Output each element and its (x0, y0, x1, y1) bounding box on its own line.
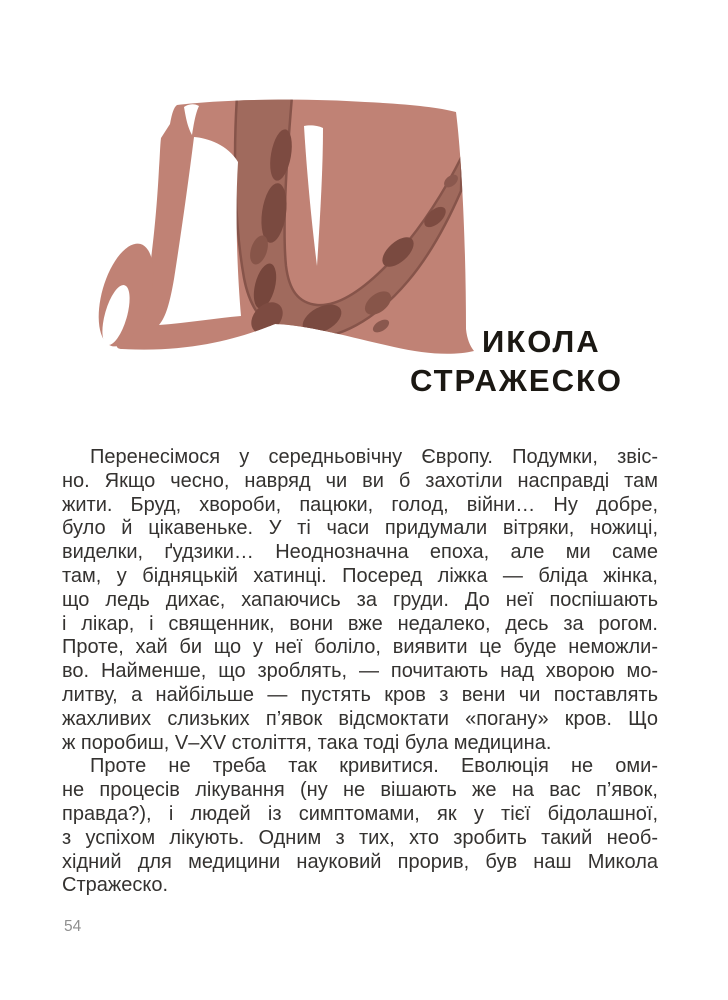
body-line: Стражеско. (62, 874, 169, 897)
body-line: Проте не треба так кривитися. Еволюція не оми- (90, 755, 658, 778)
paragraph (62, 755, 658, 898)
body-line: во. Найменше, що зроблять, — почитають над хворою мо- (62, 660, 658, 683)
body-line: Проте, хай би що у неї боліло, виявити це буде неможли- (62, 636, 658, 659)
body-line: литву, а найбільше — пустять кров з вени чи поставлять (62, 683, 658, 706)
body-line: Перенесімося у середньовічну Європу. Подумки, звіс- (90, 446, 658, 468)
body-line: но. Якщо чесно, навряд чи ви б захотіли насправді там (62, 469, 658, 492)
body-line: жахливих слизьких п’явок відсмоктати «погану» кров. Що (62, 707, 658, 730)
body-line: виделки, ґудзики… Неоднозначна епоха, але ми саме (62, 541, 658, 564)
body-line: жити. Бруд, хвороби, пацюки, голод, війни… Ну добре, (62, 493, 658, 516)
body-line: не процесів лікування (ну не вішають же на вас п’явок, (62, 779, 658, 802)
page-number: 54 (64, 918, 82, 935)
body-text (62, 446, 658, 898)
body-line: з успіхом лікують. Одним з тих, хто зробить такий необ- (62, 826, 658, 849)
body-line: що ледь дихає, хапаючись за груди. До неї поспішають (62, 588, 658, 611)
body-line: там, у бідняцькій хатинці. Посеред ліжка — бліда жінка, (62, 564, 658, 587)
heading-line-2: СТРАЖЕСКО (410, 363, 624, 398)
dropcap-letter-m (95, 98, 480, 376)
body-line: правда?), і людей із симптомами, як у тієї бідолашної, (62, 802, 658, 825)
body-line: було й цікавеньке. У ті часи придумали вітряки, ножиці, (62, 517, 658, 540)
body-line: ж поробиш, V–XV століття, така тоді була медицина. (62, 731, 552, 754)
body-line: хідний для медицини науковий прорив, був наш Микола (62, 850, 658, 873)
body-line: і лікар, і священник, вони вже недалеко, десь за рогом. (62, 612, 658, 635)
heading-line-1: ИКОЛА (482, 324, 601, 359)
paragraph (62, 446, 658, 755)
